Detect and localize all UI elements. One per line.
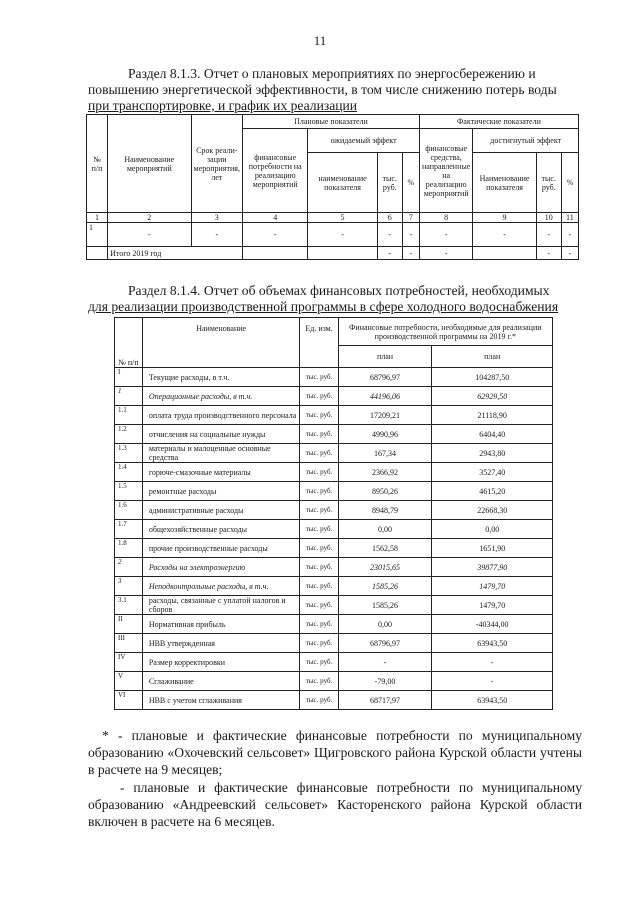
row-num: 1.3	[115, 444, 143, 463]
header-num: № п/п	[115, 318, 143, 368]
cell: -	[308, 223, 377, 247]
col-number: 2	[108, 213, 191, 223]
row-value-plan: 8948,79	[338, 501, 432, 520]
row-name: расходы, связанные с уплатой налогов и сборов	[142, 596, 300, 615]
row-value-plan: 1585,26	[338, 577, 432, 596]
cell: -	[402, 223, 419, 247]
row-unit: тыс. руб.	[300, 596, 338, 615]
cell	[308, 247, 377, 260]
row-num: IV	[115, 653, 143, 672]
header-plan: Плановые показатели	[243, 115, 420, 129]
cell	[243, 247, 308, 260]
header-term: Срок реали- зации мероприятия, лет	[191, 115, 243, 213]
row-name: НВВ утвержденная	[142, 634, 300, 653]
row-unit: тыс. руб.	[300, 444, 338, 463]
row-value-plan: 2366,92	[338, 463, 432, 482]
row-value-plan: 22668,30	[432, 501, 553, 520]
header-ind-name: наименование показателя	[308, 153, 377, 213]
row-value-plan: 1479,70	[432, 577, 553, 596]
row-value-plan: 68796,97	[338, 368, 432, 387]
cell: -	[377, 247, 402, 260]
header-unit: Ед. изм.	[300, 318, 338, 368]
row-value-plan: 23015,65	[338, 558, 432, 577]
row-name: Текущие расходы, в т.ч.	[142, 368, 300, 387]
table-row	[115, 539, 553, 558]
row-num: V	[115, 672, 143, 691]
cell: -	[108, 223, 191, 247]
cell: 1	[87, 223, 108, 247]
row-num: 1.8	[115, 539, 143, 558]
table-row	[115, 444, 553, 463]
table-row	[115, 463, 553, 482]
row-name: Сглаживание	[142, 672, 300, 691]
row-value-plan: 104287,50	[432, 368, 553, 387]
row-num: 1.1	[115, 406, 143, 425]
heading-line: для реализации производственной программы в сфере холодного водоснабжения	[88, 299, 559, 314]
table-row	[115, 558, 553, 577]
cell: -	[191, 223, 243, 247]
row-value-plan: 39877,90	[432, 558, 553, 577]
cell: -	[536, 223, 561, 247]
header-fin-need: финансовые потребности на реализацию мероприятий	[243, 129, 308, 213]
row-name: НВВ с учетом сглаживания	[142, 691, 300, 710]
table-row	[115, 596, 553, 615]
row-unit: тыс. руб.	[300, 615, 338, 634]
row-unit: тыс. руб.	[300, 368, 338, 387]
row-value-plan: 63943,50	[432, 691, 553, 710]
row-num: VI	[115, 691, 143, 710]
heading-line: при транспортировке, и график их реализации	[88, 98, 358, 113]
page-number: 11	[313, 33, 327, 48]
table-row	[115, 520, 553, 539]
header-name: Наименование	[142, 318, 300, 368]
cell: -	[419, 223, 473, 247]
row-unit: тыс. руб.	[300, 672, 338, 691]
cell: -	[473, 223, 536, 247]
cell: -	[419, 247, 473, 260]
col-number: 3	[191, 213, 243, 223]
row-num: 1.7	[115, 520, 143, 539]
row-name: материалы и малоценные основные средства	[142, 444, 300, 463]
row-value-plan: 6404,40	[432, 425, 553, 444]
row-num: 3	[115, 577, 143, 596]
header-name: Наименование мероприятий	[108, 115, 191, 213]
table-row	[115, 501, 553, 520]
cell: -	[243, 223, 308, 247]
row-name: Неподконтрольные расходы, в т.ч.	[142, 577, 300, 596]
header-plan: план	[432, 346, 553, 368]
row-name: Размер корректировки	[142, 653, 300, 672]
table-row	[115, 387, 553, 406]
row-name: административные расходы	[142, 501, 300, 520]
cell: -	[536, 247, 561, 260]
row-value-plan: 21118,90	[432, 406, 553, 425]
row-unit: тыс. руб.	[300, 501, 338, 520]
row-value-plan: 17209,21	[338, 406, 432, 425]
col-number: 1	[87, 213, 108, 223]
row-num: 1.6	[115, 501, 143, 520]
row-unit: тыс. руб.	[300, 482, 338, 501]
row-unit: тыс. руб.	[300, 577, 338, 596]
row-name: прочие производственные расходы	[142, 539, 300, 558]
col-number: 7	[402, 213, 419, 223]
row-name: оплата труда производственного персонала	[142, 406, 300, 425]
cell: -	[561, 223, 578, 247]
cell: -	[561, 247, 578, 260]
table-row	[115, 425, 553, 444]
row-value-plan: -40344,00	[432, 615, 553, 634]
table-row	[87, 223, 579, 247]
row-value-plan: -	[432, 653, 553, 672]
row-name: Нормативная прибыль	[142, 615, 300, 634]
col-number: 9	[473, 213, 536, 223]
row-num: 1.2	[115, 425, 143, 444]
table-row	[115, 672, 553, 691]
header-ind-name-fact: Наименование показателя	[473, 153, 536, 213]
row-value-plan: 8950,26	[338, 482, 432, 501]
row-value-plan: 3527,40	[432, 463, 553, 482]
row-unit: тыс. руб.	[300, 387, 338, 406]
header-rub: тыс. руб.	[377, 153, 402, 213]
row-unit: тыс. руб.	[300, 406, 338, 425]
row-unit: тыс. руб.	[300, 425, 338, 444]
row-name: Расходы на электроэнергию	[142, 558, 300, 577]
row-name: горюче-смазочные материалы	[142, 463, 300, 482]
table-row	[115, 406, 553, 425]
table-row	[115, 577, 553, 596]
row-value-plan: 1479,70	[432, 596, 553, 615]
row-unit: тыс. руб.	[300, 463, 338, 482]
table-row	[115, 691, 553, 710]
cell	[87, 247, 108, 260]
heading-line: повышению энергетической эффективности, в том числе снижению потерь воды	[88, 82, 557, 97]
heading-line: Раздел 8.1.3. Отчет о плановых мероприятиях по энергосбережению и	[128, 66, 536, 81]
row-name: ремонтные расходы	[142, 482, 300, 501]
cell: -	[377, 223, 402, 247]
col-number: 5	[308, 213, 377, 223]
row-value-plan: 68717,97	[338, 691, 432, 710]
row-unit: тыс. руб.	[300, 520, 338, 539]
cell	[473, 247, 536, 260]
cell: -	[402, 247, 419, 260]
row-value-plan: -	[432, 672, 553, 691]
table-row	[115, 634, 553, 653]
table-row	[115, 482, 553, 501]
header-plan: план	[338, 346, 432, 368]
financial-needs-table	[114, 317, 553, 710]
header-pct: %	[402, 153, 419, 213]
col-number: 8	[419, 213, 473, 223]
row-num: 2	[115, 558, 143, 577]
row-value-plan: 0,00	[338, 615, 432, 634]
row-name: общехозяйственные расходы	[142, 520, 300, 539]
total-label: Итого 2019 год	[108, 247, 243, 260]
table-row	[115, 368, 553, 387]
row-value-plan: 167,34	[338, 444, 432, 463]
row-value-plan: -	[338, 653, 432, 672]
col-number: 10	[536, 213, 561, 223]
row-unit: тыс. руб.	[300, 634, 338, 653]
total-row	[87, 247, 579, 260]
row-num: III	[115, 634, 143, 653]
row-value-plan: 44196,06	[338, 387, 432, 406]
col-number: 6	[377, 213, 402, 223]
row-name: отчисления на социальные нужды	[142, 425, 300, 444]
row-value-plan: 68796,97	[338, 634, 432, 653]
footnote: * - плановые и фактические финансовые потребности по муниципальному образованию «Охочевский сельсовет» Щигровского района Курской области учтены в расчете на 9 месяцев;	[88, 728, 582, 777]
table-row	[115, 653, 553, 672]
row-value-plan: 1651,90	[432, 539, 553, 558]
footnotes	[88, 727, 582, 830]
row-unit: тыс. руб.	[300, 558, 338, 577]
table-row	[115, 615, 553, 634]
row-num: II	[115, 615, 143, 634]
measures-table	[86, 114, 579, 260]
header-fin-spent: финансовые средства, направленные на реализацию мероприятий	[419, 129, 473, 213]
row-num: 1.4	[115, 463, 143, 482]
row-unit: тыс. руб.	[300, 539, 338, 558]
row-value-plan: 63943,50	[432, 634, 553, 653]
row-num: 1	[115, 387, 143, 406]
heading-line: Раздел 8.1.4. Отчет об объемах финансовых потребностей, необходимых	[128, 283, 550, 298]
row-unit: тыс. руб.	[300, 653, 338, 672]
col-number: 4	[243, 213, 308, 223]
footnote: - плановые и фактические финансовые потребности по муниципальному образованию «Андреевский сельсовет» Касторенского района Курской области включен в расчете на 6 месяцев.	[88, 780, 582, 829]
section-8-1-4-heading	[88, 283, 582, 315]
col-number: 11	[561, 213, 578, 223]
header-rub-fact: тыс. руб.	[536, 153, 561, 213]
header-num: № п/п	[87, 115, 108, 213]
row-value-plan: 1585,26	[338, 596, 432, 615]
row-name: Операционные расходы, в т.ч.	[142, 387, 300, 406]
header-pct-fact: %	[561, 153, 578, 213]
header-expected: ожидаемый эффект	[308, 129, 420, 153]
row-value-plan: 4990,96	[338, 425, 432, 444]
header-fact: Фактические показатели	[419, 115, 578, 129]
row-num: 1.5	[115, 482, 143, 501]
header-fin: Финансовые потребности, необходимые для реализации производственной программы на 2019 г.*	[338, 318, 552, 346]
row-unit: тыс. руб.	[300, 691, 338, 710]
row-num: 3.1	[115, 596, 143, 615]
row-value-plan: -79,00	[338, 672, 432, 691]
row-value-plan: 1562,58	[338, 539, 432, 558]
row-value-plan: 62929,50	[432, 387, 553, 406]
row-value-plan: 0,00	[432, 520, 553, 539]
row-value-plan: 0,00	[338, 520, 432, 539]
section-8-1-3-heading	[88, 66, 582, 114]
header-achieved: достигнутый эффект	[473, 129, 579, 153]
row-value-plan: 4615,20	[432, 482, 553, 501]
row-num: I	[115, 368, 143, 387]
row-value-plan: 2943,80	[432, 444, 553, 463]
